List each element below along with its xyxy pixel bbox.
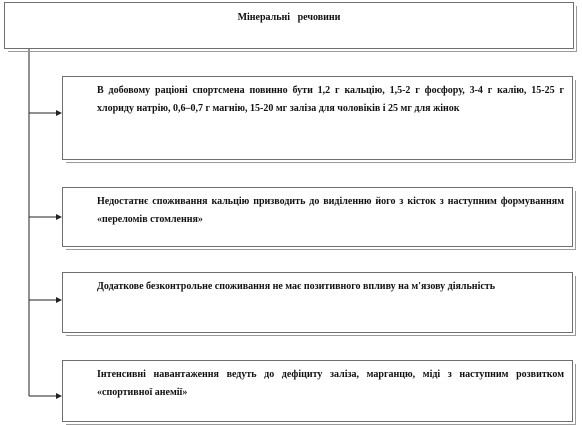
- item-box-calcium-deficit: [62, 187, 573, 247]
- item-text: Додаткове безконтрольне споживання не має позитивного впливу на м'язову діяльність: [97, 281, 495, 292]
- title-box: [4, 2, 574, 49]
- item-text: Інтенсивні навантаження ведуть до дефіциту заліза, марганцю, міді з наступним розвитком «спортивної анемії»: [97, 369, 564, 398]
- item-box-sports-anemia: [62, 360, 573, 422]
- item-text: В добовому раціоні спортсмена повинно бути 1,2 г кальцію, 1,5-2 г фосфору, 3-4 г калію, 15-25 г хлориду натрію, 0,6–0,7 г магнію, 15-20 мг заліза для чоловіків і 25 мг для жінок: [97, 85, 564, 114]
- item-text: Недостатнє споживання кальцію призводить до виділенню його з кісток з наступним формуванням «переломів стомлення»: [97, 196, 564, 225]
- item-box-uncontrolled-intake: [62, 272, 573, 333]
- diagram-title: Мінеральні речовини: [237, 12, 341, 23]
- item-box-daily-intake: [62, 76, 573, 160]
